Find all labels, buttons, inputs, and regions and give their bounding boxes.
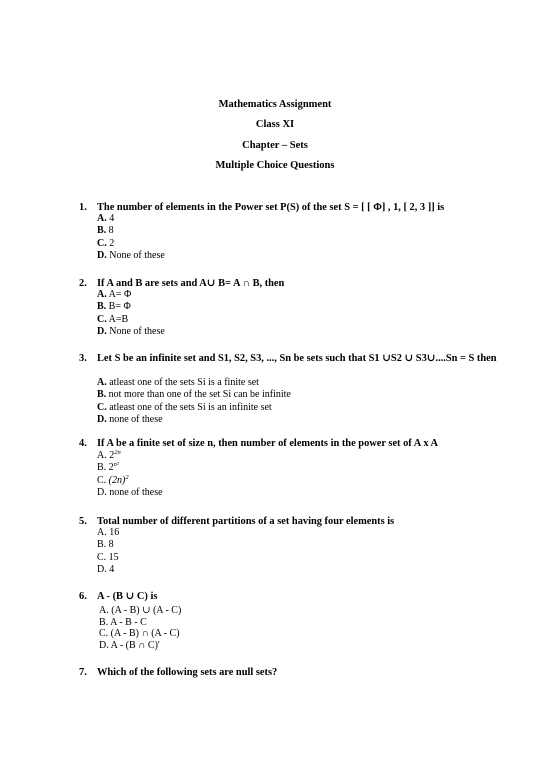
question-1-options <box>97 213 165 263</box>
option <box>97 564 119 576</box>
option-text: 2 <box>106 237 115 249</box>
option-text: (A - B) ∪ (A - C) <box>108 605 182 616</box>
chapter-label: Chapter – Sets <box>242 140 308 151</box>
option-text: B= Φ <box>106 301 131 313</box>
option-text: None of these <box>106 326 165 338</box>
question-text: Which of the following sets are null sets? <box>97 667 278 678</box>
option <box>97 289 165 301</box>
option <box>97 238 165 250</box>
option <box>97 213 165 225</box>
option-text: 4 <box>106 213 115 224</box>
option-text: 16 <box>106 527 120 538</box>
option-text: 2 <box>106 462 114 474</box>
question-text: If A be a finite set of size n, then number of elements in the power set of A x A <box>97 438 439 449</box>
question-6-options <box>99 605 181 651</box>
option <box>99 617 181 629</box>
question-5-options <box>97 527 119 577</box>
option-letter: C. <box>99 628 109 640</box>
option-letter: C. <box>97 474 107 486</box>
option <box>97 314 165 326</box>
option-letter: A. <box>97 289 107 300</box>
option <box>97 377 291 389</box>
option-letter: A. <box>97 377 107 388</box>
option-letter: D. <box>99 639 109 651</box>
option-letter: A. <box>97 450 107 461</box>
option-letter: B. <box>97 301 107 313</box>
option-exponent: 2n <box>114 449 121 456</box>
option-letter: C. <box>97 401 107 413</box>
option <box>97 402 291 414</box>
option <box>97 527 119 539</box>
option-exponent: 2 <box>125 473 129 481</box>
option-text: 2 <box>106 450 115 461</box>
option-letter: B. <box>97 539 107 551</box>
option-letter: B. <box>97 462 107 474</box>
option-text: 15 <box>106 551 119 563</box>
option-text: 8 <box>106 539 114 551</box>
option-letter: D. <box>97 487 107 499</box>
option-letter: A. <box>97 527 107 538</box>
option <box>97 450 163 462</box>
option-text: A= Φ <box>106 289 132 300</box>
option-letter: D. <box>97 564 107 576</box>
option <box>97 250 165 262</box>
question-number: 4. <box>79 438 87 449</box>
option-text: 8 <box>106 225 114 237</box>
question-number: 2. <box>79 278 87 289</box>
option <box>97 301 165 313</box>
option-letter: C. <box>97 313 107 325</box>
option <box>97 326 165 338</box>
option <box>97 414 291 426</box>
option-letter: B. <box>99 616 109 628</box>
question-text: Let S be an infinite set and S1, S2, S3, ..., Sn be sets such that S1 ∪S2 ∪ S3∪....Sn = S then <box>97 353 497 364</box>
option <box>97 487 163 499</box>
option-letter: A. <box>97 213 107 224</box>
question-text: If A and B are sets and A∪ B= A ∩ B, then <box>97 278 285 289</box>
question-number: 6. <box>79 591 87 602</box>
option <box>97 389 291 401</box>
section-title: Multiple Choice Questions <box>215 160 335 171</box>
option-letter: D. <box>97 414 107 426</box>
question-text: Total number of different partitions of a set having four elements is <box>97 516 395 527</box>
assignment-title: Mathematics Assignment <box>218 99 332 110</box>
option-text: 4 <box>106 564 115 576</box>
option <box>97 539 119 551</box>
option-text: None of these <box>106 250 165 262</box>
option-text: A=B <box>106 313 129 325</box>
option <box>97 462 163 474</box>
option-exponent: n² <box>113 461 119 469</box>
option-text: atleast one of the sets Si is a finite set <box>106 377 259 388</box>
option-text: atleast one of the sets Si is an infinite set <box>106 401 272 413</box>
option-text: A - (B ∩ C)' <box>108 639 160 651</box>
question-4-options <box>97 450 163 500</box>
option-letter: D. <box>97 326 107 338</box>
class-label: Class XI <box>255 119 295 130</box>
option-text: A - B - C <box>108 616 147 628</box>
question-text: A - (B ∪ C) is <box>97 591 158 602</box>
question-number: 1. <box>79 202 87 213</box>
option-letter: B. <box>97 225 107 237</box>
question-2-options <box>97 289 165 339</box>
question-3-options <box>97 377 291 427</box>
option-letter: A. <box>99 605 109 616</box>
option-text: none of these <box>106 414 163 426</box>
option-letter: C. <box>97 551 107 563</box>
question-number: 5. <box>79 516 87 527</box>
option <box>97 552 119 564</box>
question-number: 7. <box>79 667 87 678</box>
question-text: The number of elements in the Power set P(S) of the set S = [ [ Φ] , 1, [ 2, 3 ]] is <box>97 202 445 213</box>
option <box>99 605 181 617</box>
option-letter: D. <box>97 250 107 262</box>
option <box>99 640 181 652</box>
option <box>99 628 181 640</box>
option <box>97 475 163 487</box>
option-letter: B. <box>97 389 107 401</box>
option-text: (A - B) ∩ (A - C) <box>108 628 180 640</box>
option <box>97 225 165 237</box>
question-number: 3. <box>79 353 87 364</box>
option-letter: C. <box>97 237 107 249</box>
option-text: (2n) <box>106 474 126 486</box>
option-text: none of these <box>106 487 163 499</box>
option-text: not more than one of the set Si can be infinite <box>106 389 291 401</box>
